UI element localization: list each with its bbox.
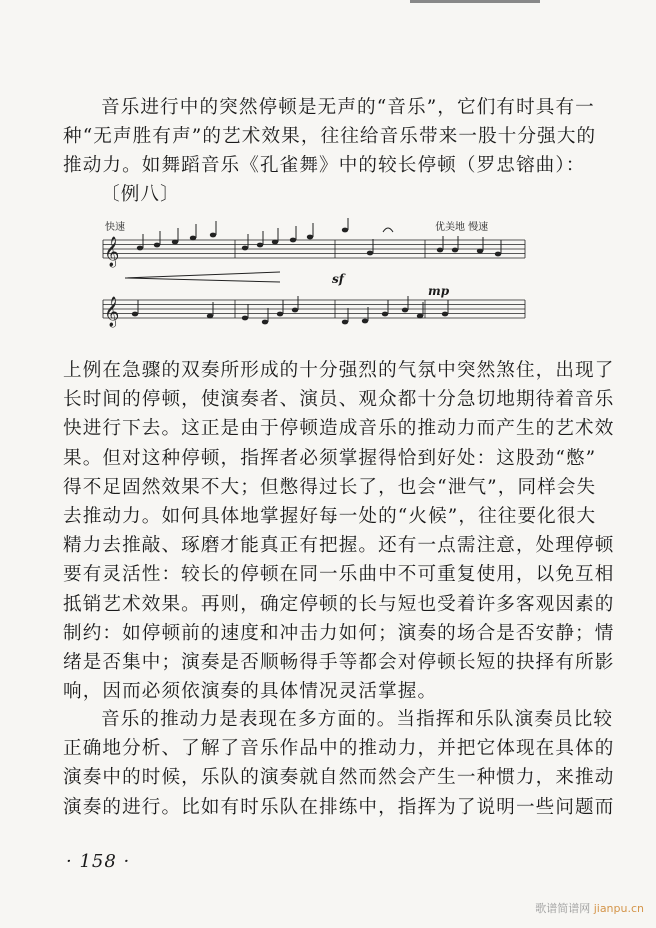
note-head: [154, 243, 160, 248]
note-head: [277, 312, 283, 317]
text-line: 果。但对这种停顿，指挥者必须掌握得恰到好处：这股劲“憋”: [63, 447, 597, 469]
note-head: [242, 316, 248, 321]
text-line: 精力去推敲、琢磨才能真正有把握。还有一点需注意，处理停顿: [63, 535, 615, 557]
text-line: 正确地分析、了解了音乐作品中的推动力，并把它体现在具体的: [63, 738, 615, 760]
note-head: [477, 249, 483, 254]
note-head: [292, 308, 298, 313]
treble-clef-icon: 𝄞: [104, 297, 120, 327]
tempo-marking-slow: 优美地 慢速: [435, 222, 489, 233]
dynamic-sf: sf: [332, 272, 344, 286]
note-head: [417, 314, 423, 319]
text-line: 长时间的停顿，使演奏者、演员、观众都十分急切地期待着音乐: [63, 389, 615, 411]
text-line: 演奏的进行。比如有时乐队在排练中，指挥为了说明一些问题而: [63, 796, 615, 818]
note-head: [172, 240, 178, 245]
note-head: [262, 320, 268, 325]
note-head: [342, 320, 348, 325]
text-line: 音乐进行中的突然停顿是无声的“音乐”，它们有时具有一: [101, 97, 595, 118]
treble-clef-icon: 𝄞: [104, 237, 120, 267]
scan-artifact: [410, 0, 540, 3]
text-line: 得不足固然效果不大；但憋得过长了，也会“泄气”，同样会失: [63, 476, 597, 498]
note-head: [452, 248, 458, 253]
note-head: [257, 243, 263, 248]
note-head: [207, 314, 213, 319]
text-line: 要有灵活性：较长的停顿在同一乐曲中不可重复使用，以免互相: [63, 564, 615, 586]
text-line: 推动力。如舞蹈音乐《孔雀舞》中的较长停顿（罗忠镕曲）：: [63, 155, 586, 177]
note-head: [402, 308, 408, 313]
text-line: 种“无声胜有声”的艺术效果，往往给音乐带来一股十分强大的: [63, 126, 597, 148]
dynamic-mp: mp: [428, 284, 450, 298]
text-line: 制约：如停顿前的速度和冲击力如何；演奏的场合是否安静；情: [63, 622, 615, 644]
staff-notation: [95, 218, 535, 338]
text-line: 响，因而必须依演奏的具体情况灵活掌握。: [63, 681, 438, 703]
watermark-site: 歌谱简谱网: [535, 902, 591, 915]
note-head: [437, 248, 443, 253]
note-head: [272, 240, 278, 245]
note-head: [210, 233, 216, 238]
text-line: 演奏中的时候，乐队的演奏就自然而然会产生一种惯力，来推动: [63, 767, 615, 789]
note-head: [190, 236, 196, 241]
text-line: 去推动力。如何具体地掌握好每一处的“火候”，往往要化很大: [63, 506, 597, 527]
note-head: [132, 312, 138, 317]
note-head: [367, 251, 373, 256]
note-head: [442, 312, 448, 317]
text-line: 上例在急骤的双奏所形成的十分强烈的气氛中突然煞住，出现了: [63, 360, 615, 381]
crescendo-hairpin: [125, 272, 280, 282]
text-line: 音乐的推动力是表现在多方面的。当指挥和乐队演奏员比较: [101, 709, 614, 730]
fermata-icon: [383, 228, 393, 232]
note-head: [242, 246, 248, 251]
watermark: [535, 900, 644, 916]
note-head: [137, 246, 143, 251]
text-line: 绪是否集中；演奏是否顺畅得手等都会对停顿长短的抉择有所影: [63, 652, 615, 673]
example-label: 〔例八〕: [101, 184, 180, 205]
text-line: 抵销艺术效果。再则，确定停顿的长与短也受着许多客观因素的: [63, 593, 615, 615]
note-head: [307, 235, 313, 240]
note-head: [290, 238, 296, 243]
note-head: [362, 319, 368, 324]
text-line: 快进行下去。这正是由于停顿造成音乐的推动力而产生的艺术效: [63, 418, 615, 440]
note-head: [342, 228, 348, 233]
note-head: [382, 312, 388, 317]
note-head: [495, 252, 501, 257]
page-number: · 158 ·: [66, 851, 131, 872]
tempo-marking-fast: 快速: [105, 222, 125, 233]
music-score-example: [95, 218, 535, 338]
watermark-url: jianpu.cn: [593, 902, 644, 915]
